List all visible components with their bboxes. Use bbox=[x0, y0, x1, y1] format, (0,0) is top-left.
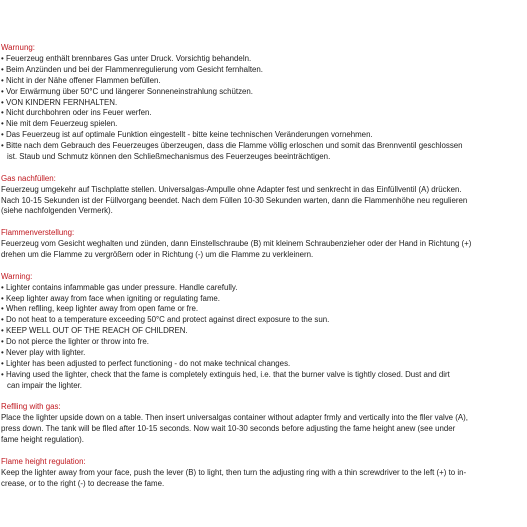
section-heading: Flammenverstellung: bbox=[1, 228, 75, 238]
text-line: • Beim Anzünden und bei der Flammenregulierung vom Gesicht fernhalten. bbox=[1, 64, 263, 74]
text-line: • Having used the lighter, check that the fame is completely extinguis hed, i.e. that the burner valve is tightly closed. Dust and dirt bbox=[1, 369, 450, 379]
text-line: fame height regulation). bbox=[1, 435, 84, 445]
text-line: • Do not pierce the lighter or throw into fre. bbox=[1, 337, 149, 347]
text-line: • Das Feuerzeug ist auf optimale Funktion eingestellt - bitte keine technischen Veränderungen vornehmen. bbox=[1, 130, 373, 140]
text-line: • Lighter contains infammable gas under pressure. Handle carefully. bbox=[1, 282, 238, 292]
section-gap bbox=[1, 163, 519, 174]
section-1 bbox=[1, 174, 519, 218]
text-line: • Nicht in der Nähe offener Flammen befüllen. bbox=[1, 75, 161, 85]
text-line: (siehe nachfolgenden Vermerk). bbox=[1, 206, 113, 216]
section-gap bbox=[1, 261, 519, 272]
text-line: crease, or to the right (-) to decrease the fame. bbox=[1, 478, 165, 488]
text-line: • Do not heat to a temperature exceeding 50°C and protect against direct exposure to the sun. bbox=[1, 315, 330, 325]
section-heading: Reflling with gas: bbox=[1, 402, 61, 412]
section-gap bbox=[1, 392, 519, 403]
text-line: • Never play with lighter. bbox=[1, 348, 86, 358]
text-line: Nach 10-15 Sekunden ist der Füllvorgang beendet. Nach dem Füllen 10-30 Sekunden warten, dann die Flammenhöhe neu regulieren bbox=[1, 195, 468, 205]
section-4 bbox=[1, 402, 519, 446]
text-line: press down. The tank will be flled after 10-15 seconds. Now wait 10-30 seconds before adjusting the fame height anew (see under bbox=[1, 424, 456, 434]
text-line: Feuerzeug umgekehr auf Tischplatte stellen. Universalgas-Ampulle ohne Adapter fest und senkrecht in das Einfüllventil (A) drücken. bbox=[1, 184, 462, 194]
section-0 bbox=[1, 43, 519, 163]
text-line: • When reflling, keep lighter away from open fame or fre. bbox=[1, 304, 199, 314]
text-line: • Bitte nach dem Gebrauch des Feuerzeuges überzeugen, dass die Flamme völlig erloschen und somit das Brennventil geschlossen bbox=[1, 141, 463, 151]
text-line: drehen um die Flamme zu vergrößern oder in Richtung (-) um die Flamme zu verkleinern. bbox=[1, 250, 314, 259]
text-line: • KEEP WELL OUT OF THE REACH OF CHILDREN. bbox=[1, 326, 188, 336]
section-heading: Warnung: bbox=[1, 43, 35, 52]
text-line: • Nicht durchbohren oder ins Feuer werfen. bbox=[1, 108, 152, 118]
text-line: • Lighter has been adjusted to perfect functioning - do not make technical changes. bbox=[1, 358, 291, 368]
text-line: • Nie mit dem Feuerzeug spielen. bbox=[1, 119, 118, 129]
text-line: ist. Staub und Schmutz können den Schließmechanismus des Feuerzeuges beeinträchtigen. bbox=[7, 152, 331, 162]
text-line: • Feuerzeug enthält brennbares Gas unter Druck. Vorsichtig behandeln. bbox=[1, 53, 252, 63]
section-gap bbox=[1, 446, 519, 457]
section-heading: Gas nachfüllen: bbox=[1, 173, 56, 183]
text-line: Place the lighter upside down on a table. Then insert universalgas container without adapter frmly and vertically into the fller valve (A), bbox=[1, 413, 468, 423]
section-heading: Flame height regulation: bbox=[1, 456, 86, 466]
section-heading: Warning: bbox=[1, 271, 33, 281]
section-3 bbox=[1, 272, 519, 392]
section-gap bbox=[1, 217, 519, 228]
text-line: Feuerzeug vom Gesicht weghalten und zünden, dann Einstellschraube (B) mit kleinem Schraubenzieher oder der Hand in Richtung (+) bbox=[1, 239, 472, 249]
text-line: • Keep lighter away from face when igniting or regulating fame. bbox=[1, 293, 220, 303]
text-line: Keep the lighter away from your face, push the lever (B) to light, then turn the adjusting ring with a thin screwdriver to the left (+) to in- bbox=[1, 467, 467, 477]
section-5 bbox=[1, 457, 519, 490]
text-line: • VON KINDERN FERNHALTEN. bbox=[1, 97, 118, 107]
section-2 bbox=[1, 228, 519, 261]
text-line: • Vor Erwärmung über 50°C und längerer Sonneneinstrahlung schützen. bbox=[1, 86, 253, 96]
text-line: can impair the lighter. bbox=[7, 380, 82, 390]
